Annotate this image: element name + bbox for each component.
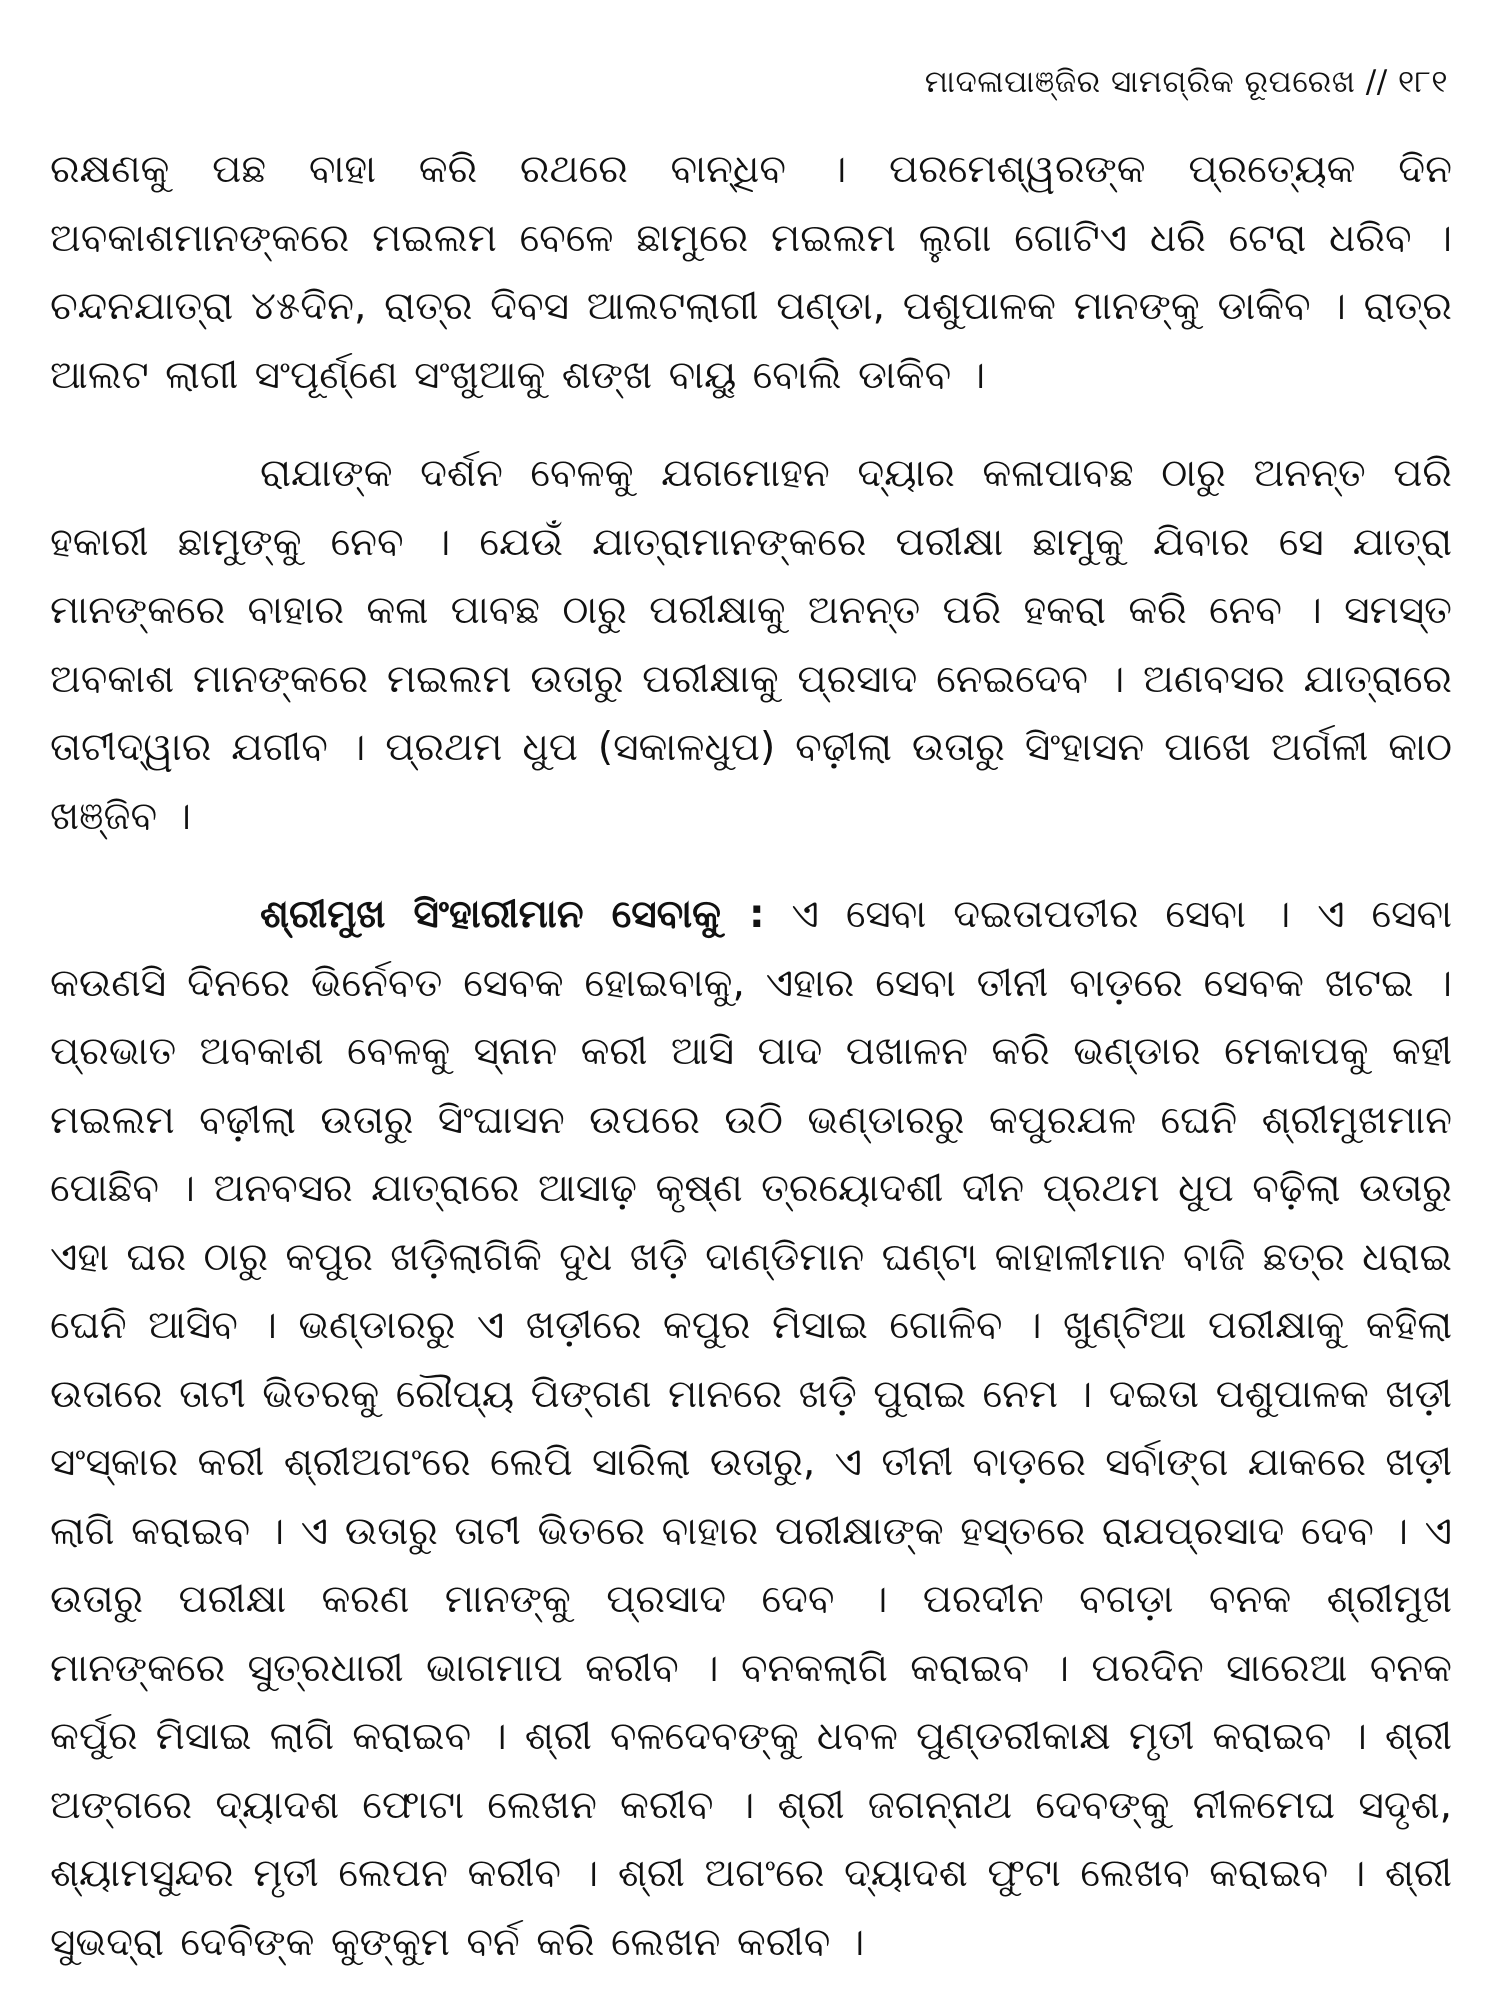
- paragraph-1: ରକ୍ଷଣକୁ ପଛ ବାହା କରି ରଥରେ ବାନ୍ଧିବ । ପରମେଶ୍ୱରଙ୍କ ପ୍ରତ୍ୟେକ ଦିନ ଅବକାଶମାନଙ୍କରେ ମଇଲମ ବେଳେ ଛାମୁରେ ମଇଲମ ଲୁଗା ଗୋଟିଏ ଧରି ଟେରା ଧରିବ । ଚନ୍ଦନଯାତ୍ରା ୪୫ଦିନ, ରାତ୍ର ଦିବସ ଆଲଟଲାଗୀ ପଣ୍ଡା, ପଶୁପାଳକ ମାନଙ୍କୁ ଡାକିବ । ରାତ୍ର ଆଲଟ ଲାଗୀ ସଂପୂର୍ଣ୍ଣେ ସଂଖୁଆକୁ ଶଙ୍ଖ ବାୟୁ ବୋଲି ଡାକିବ ।: [50, 147, 1452, 398]
- running-header: ମାଦଳାପାଞ୍ଜିର ସାମଗ୍ରିକ ରୂପରେଖ // ୧୮୧: [924, 64, 1448, 100]
- paragraph-3: [50, 881, 1452, 1977]
- section-heading: ଶ୍ରୀମୁଖ ସିଂହାରୀମାନ ସେବାକୁ :: [260, 892, 765, 937]
- paragraph-2: ରାଯାଙ୍କ ଦର୍ଶନ ବେଳକୁ ଯଗମୋହନ ଦ୍ୟାର କଳାପାବଛ ଠାରୁ ଅନନ୍ତ ପରି ହକାରୀ ଛାମୁଙ୍କୁ ନେବ । ଯେଉଁ ଯାତ୍ରାମାନଙ୍କରେ ପରୀକ୍ଷା ଛାମୁକୁ ଯିବାର ସେ ଯାତ୍ରା ମାନଙ୍କରେ ବାହାର କଳା ପାବଛ ଠାରୁ ପରୀକ୍ଷାକୁ ଅନନ୍ତ ପରି ହକରା କରି ନେବ । ସମସ୍ତ ଅବକାଶ ମାନଙ୍କରେ ମଇଲମ ଉତାରୁ ପରୀକ୍ଷାକୁ ପ୍ରସାଦ ନେଇଦେବ । ଅଣବସର ଯାତ୍ରାରେ ତାଟୀଦ୍ୱାର ଯଗୀବ । ପ୍ରଥମ ଧୁପ (ସକାଳଧୁପ) ବଢ଼ୀଲା ଉତାରୁ ସିଂହାସନ ପାଖେ ଅର୍ଗଳୀ କାଠ ଖଞ୍ଜିବ ।: [50, 451, 1452, 839]
- paragraph-3-body: ଏ ସେବା ଦଇତାପତୀର ସେବା । ଏ ସେବା କଉଣସି ଦିନରେ ଭିର୍ନେବତ ସେବକ ହୋଇବାକୁ, ଏହାର ସେବା ତୀନୀ ବାଡ଼ରେ ସେବକ ଖଟଇ । ପ୍ରଭାତ ଅବକାଶ ବେଳକୁ ସ୍ନାନ କରୀ ଆସି ପାଦ ପଖାଳନ କରି ଭଣ୍ଡାର ମେକାପକୁ କହୀ ମଇଲମ ବଢ଼ୀଲା ଉତାରୁ ସିଂଘାସନ ଉପରେ ଉଠି ଭଣ୍ଡାରରୁ କପୁରଯଳ ଘେନି ଶ୍ରୀମୁଖମାନ ପୋଛିବ । ଅନବସର ଯାତ୍ରାରେ ଆସାଢ଼ କୃଷ୍ଣ ତ୍ରୟୋଦଶୀ ଦୀନ ପ୍ରଥମ ଧୁପ ବଢ଼ିଲା ଉତାରୁ ଏହା ଘର ଠାରୁ କପୁର ଖଡ଼ିଲାଗିକି ଦୁଧ ଖଡ଼ି ଦାଣ୍ଡିମାନ ଘଣ୍ଟା କାହାଳୀମାନ ବାଜି ଛତ୍ର ଧରାଇ ଘେନି ଆସିବ । ଭଣ୍ଡାରରୁ ଏ ଖଡ଼ୀରେ କପୁର ମିସାଇ ଗୋଳିବ । ଖୁଣ୍ଟିଆ ପରୀକ୍ଷାକୁ କହିଲା ଉତାରେ ତାଟୀ ଭିତରକୁ ରୌପ୍ୟ ପିଙ୍ଗଣ ମାନରେ ଖଡ଼ି ପୁରାଇ ନେମ । ଦଇତା ପଶୁପାଳକ ଖଡ଼ୀ ସଂସ୍କାର କରୀ ଶ୍ରୀଅଗଂରେ ଲେପି ସାରିଲା ଉତାରୁ, ଏ ତୀନୀ ବାଡ଼ରେ ସର୍ବାଙ୍ଗ ଯାକରେ ଖଡ଼ୀ ଲାଗି କରାଇବ । ଏ ଉତାରୁ ତାଟୀ ଭିତରେ ବାହାର ପରୀକ୍ଷାଙ୍କ ହସ୍ତରେ ରାଯପ୍ରସାଦ ଦେବ । ଏ ଉତାରୁ ପରୀକ୍ଷା କରଣ ମାନଙ୍କୁ ପ୍ରସାଦ ଦେବ । ପରଦୀନ ବଗଡ଼ା ବନକ ଶ୍ରୀମୁଖ ମାନଙ୍କରେ ସୁତ୍ରଧାରୀ ଭାଗମାପ କରୀବ । ବନକଲାଗି କରାଇବ । ପରଦିନ ସାରେଆ ବନକ କର୍ପୁର ମିସାଇ ଲାଗି କରାଇବ । ଶ୍ରୀ ବଳଦେବଙ୍କୁ ଧବଳ ପୁଣ୍ଡରୀକାକ୍ଷ ମୃତୀ କରାଇବ । ଶ୍ରୀ ଅଙ୍ଗରେ ଦ୍ୟାଦଶ ଫୋଟା ଲେଖନ କରୀବ । ଶ୍ରୀ ଜଗନ୍ନାଥ ଦେବଙ୍କୁ ନୀଳମେଘ ସଦୃଶ, ଶ୍ୟାମସୁନ୍ଦର ମୃତୀ ଲେପନ କରୀବ । ଶ୍ରୀ ଅଗଂରେ ଦ୍ୟାଦଶ ଫୁଟା ଲେଖବ କରାଇବ । ଶ୍ରୀ ସୁଭଦ୍ରା ଦେବିଙ୍କ କୁଙ୍କୁମ ବର୍ନ କରି ଲେଖନ କରୀବ ।: [50, 892, 1452, 1965]
